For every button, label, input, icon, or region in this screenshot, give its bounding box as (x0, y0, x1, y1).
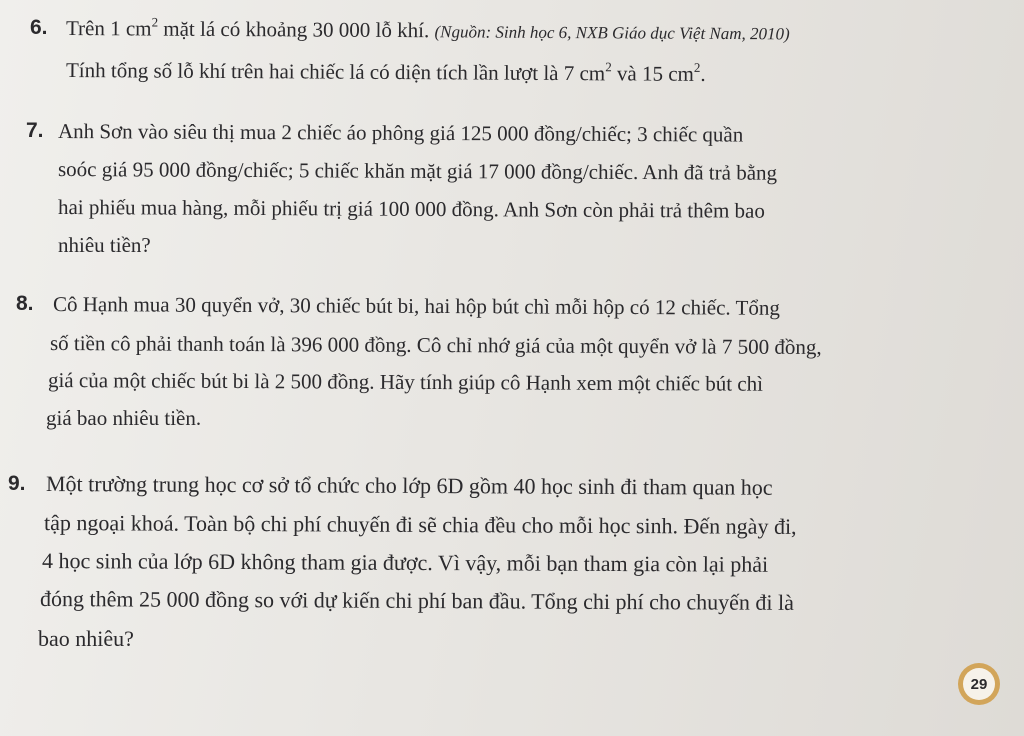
problem-text-line: Một trường trung học cơ sở tổ chức cho lớp 6D gồm 40 học sinh đi tham quan học (45, 471, 773, 500)
problem-text-line: đóng thêm 25 000 đồng so với dự kiến chi phí ban đầu. Tổng chi phí cho chuyến đi là (39, 586, 794, 615)
source-citation: (Nguồn: Sinh học 6, NXB Giáo dục Việt Nam, 2010) (434, 22, 790, 44)
page-number-badge (958, 663, 1000, 705)
problem-text-line: Tính tổng số lỗ khí trên hai chiếc lá có diện tích lần lượt là 7 $cm^2$ và 15 $cm^2$. (65, 58, 706, 86)
problem-text-line: tập ngoại khoá. Toàn bộ chi phí chuyến đi sẽ chia đều cho mỗi học sinh. Đến ngày đi, (43, 510, 797, 539)
problem-number: 8. (16, 292, 34, 315)
problem-text-line: giá của một chiếc bút bi là 2 500 đồng. Hãy tính giúp cô Hạnh xem một chiếc bút chì (47, 368, 764, 396)
problem-number: 9. (8, 472, 26, 495)
problem-text-line: Cô Hạnh mua 30 quyển vở, 30 chiếc bút bi, hai hộp bút chì mỗi hộp có 12 chiếc. Tổng (52, 292, 780, 320)
problem-number: 6. (30, 16, 48, 39)
problem-text-line: 4 học sinh của lớp 6D không tham gia được. Vì vậy, mỗi bạn tham gia còn lại phải (41, 548, 769, 577)
problem-text-line: soóc giá 95 000 đồng/chiếc; 5 chiếc khăn mặt giá 17 000 đồng/chiếc. Anh đã trả bằng (57, 157, 778, 185)
problem-text-line: số tiền cô phải thanh toán là 396 000 đồng. Cô chỉ nhớ giá của một quyển vở là 7 500 đồng, (49, 331, 822, 360)
problem-text-line: giá bao nhiêu tiền. (46, 406, 202, 430)
problem-text-line: bao nhiêu? (38, 626, 134, 651)
problem-number: 7. (26, 119, 44, 142)
problem-text-line: Anh Sơn vào siêu thị mua 2 chiếc áo phông giá 125 000 đồng/chiếc; 3 chiếc quần (57, 119, 744, 147)
problem-text-line: hai phiếu mua hàng, mỗi phiếu trị giá 100 000 đồng. Anh Sơn còn phải trả thêm bao (57, 195, 765, 223)
problem-text-line: nhiêu tiền? (58, 233, 151, 257)
problem-text-line: Trên 1 $cm^2$ mặt lá có khoảng 30 000 lỗ khí. (Nguồn: Sinh học 6, NXB Giáo dục Việt Nam, 2010) (65, 14, 790, 44)
page-number: 29 (963, 668, 995, 700)
